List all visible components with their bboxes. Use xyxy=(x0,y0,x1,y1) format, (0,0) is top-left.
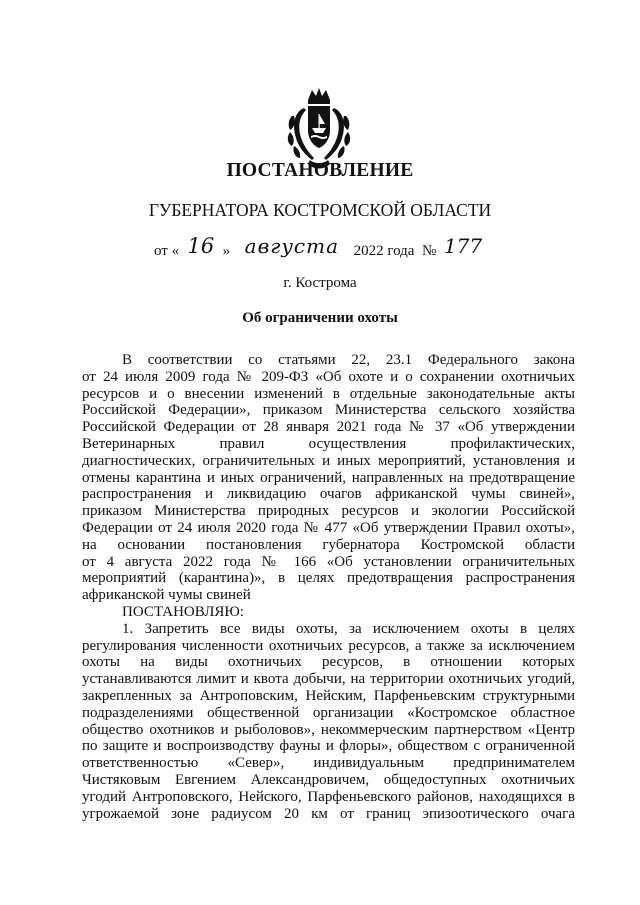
body-line: устанавливаются лимит и квота добычи, на территории охотничьих угодий, xyxy=(82,671,575,688)
document-number: 177 xyxy=(443,234,483,258)
body-line: В соответствии со статьями 22, 23.1 Федерального закона xyxy=(122,352,575,368)
date-month: августа xyxy=(244,234,340,258)
number-sign: № xyxy=(421,243,437,259)
body-line: Российской Федерации от 28 января 2021 года № 37 «Об утверждении xyxy=(82,419,575,436)
body-line: от 24 июля 2009 года № 209-ФЗ «Об охоте и о сохранении охотничьих xyxy=(82,368,575,385)
date-year: 2022 года xyxy=(353,243,415,259)
date-mid: » xyxy=(222,243,231,259)
body-line: по защите и воспроизводству фауны и флоры», обществом с ограниченной xyxy=(82,738,575,755)
body-line: мероприятий (карантина)», в целях предотвращения распространения xyxy=(82,570,575,587)
body-line: Федерации от 24 июля 2020 года № 477 «Об утверждении Правил охоты», xyxy=(82,519,575,536)
body-line: охоты на виды охотничьих ресурсов, в отношении которых xyxy=(82,654,575,671)
body-line: распространения и ликвидацию очагов африканской чумы свиней», xyxy=(82,486,575,503)
date-line xyxy=(0,236,640,260)
body-line: угрожаемой зоне радиусом 20 км от границ эпизоотического очага xyxy=(82,805,575,822)
body-line: общество охотников и рыболовов», некоммерческим партнерством «Центр xyxy=(82,721,575,738)
body-line: угодий Антроповского, Нейского, Парфеньевского районов, находящихся в xyxy=(82,788,575,805)
document-heading: Об ограничении охоты xyxy=(242,310,398,326)
body-line: Российской Федерации», приказом Министерства сельского хозяйства xyxy=(82,402,575,419)
date-prefix: от « xyxy=(153,243,180,259)
coat-of-arms-icon xyxy=(286,86,352,170)
document-title: ПОСТАНОВЛЕНИЕ xyxy=(226,160,414,181)
document-issuer: ГУБЕРНАТОРА КОСТРОМСКОЙ ОБЛАСТИ xyxy=(148,200,492,220)
body-line: от 4 августа 2022 года № 166 «Об установлении ограничительных xyxy=(82,553,575,570)
body-line: на основании постановления губернатора Костромской области xyxy=(82,536,575,553)
body-line: регулирования численности охотничьих ресурсов, а также за исключением xyxy=(82,637,575,654)
body-line: отмены карантина и иных ограничений, направленных на предотвращение xyxy=(82,469,575,486)
body-line: закрепленных за Антроповским, Нейским, Парфеньевским структурными xyxy=(82,687,575,704)
body-line: ответственностью «Север», индивидуальным предпринимателем xyxy=(82,755,575,772)
body-line: Чистяковым Евгением Александровичем, общедоступных охотничьих xyxy=(82,771,575,788)
body-line: подразделениями общественной организации «Костромское областное xyxy=(82,704,575,721)
body-line: африканской чумы свиней xyxy=(82,587,251,604)
body-line: ресурсов и о внесении изменений в отдельные законодательные акты xyxy=(82,385,575,402)
body-line: диагностических, ограничительных и иных мероприятий, установления и xyxy=(82,452,575,469)
body-line: 1. Запретить все виды охоты, за исключением охоты в целях xyxy=(122,620,575,637)
city: г. Кострома xyxy=(283,275,357,291)
body-line: приказом Министерства природных ресурсов и экологии Российской xyxy=(82,503,575,520)
document-body xyxy=(82,352,575,822)
date-day: 16 xyxy=(187,234,215,258)
resolution-word: ПОСТАНОВЛЯЮ: xyxy=(122,603,244,620)
body-line: Ветеринарных правил осуществления профилактических, xyxy=(82,435,575,452)
